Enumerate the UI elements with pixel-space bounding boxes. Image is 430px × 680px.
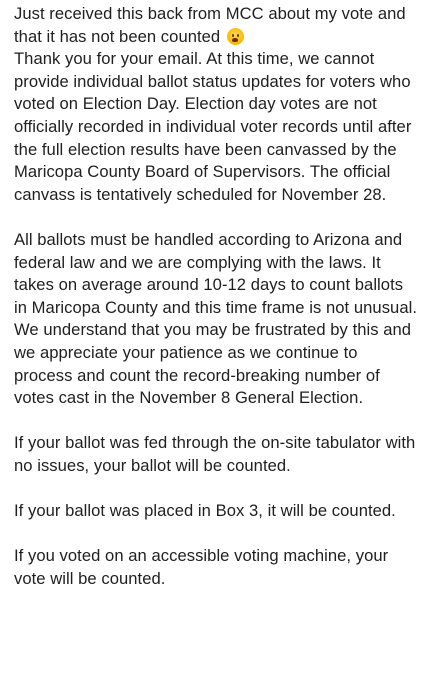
reply-paragraph-3: If your ballot was fed through the on-site tabulator with no issues, your ballot will be counted. (14, 433, 416, 475)
intro-text: Just received this back from MCC about my vote and that it has not been counted (14, 4, 406, 46)
reply-paragraph-4: If your ballot was placed in Box 3, it will be counted. (14, 501, 396, 521)
reply-paragraph-5: If you voted on an accessible voting machine, your vote will be counted. (14, 546, 389, 588)
reply-paragraph-2: All ballots must be handled according to Arizona and federal law and we are complying with the laws. It takes on average around 10-12 days to count ballots in Maricopa County and this time frame is not unusual. We understand that you may be frustrated by this and we appreciate your patience as we continue to process and count the record-breaking number of votes cast in the November 8 General Election. (14, 229, 417, 408)
frowning-face-icon (227, 28, 244, 45)
reply-paragraph-1: Thank you for your email. At this time, we cannot provide individual ballot status updates for voters who voted on Election Day. Election day votes are not officially recorded in individual voter records until after the full election results have been canvassed by the Maricopa County Board of Supervisors. The official canvass is tentatively scheduled for November 28. (14, 49, 412, 204)
post-intro (14, 3, 418, 48)
